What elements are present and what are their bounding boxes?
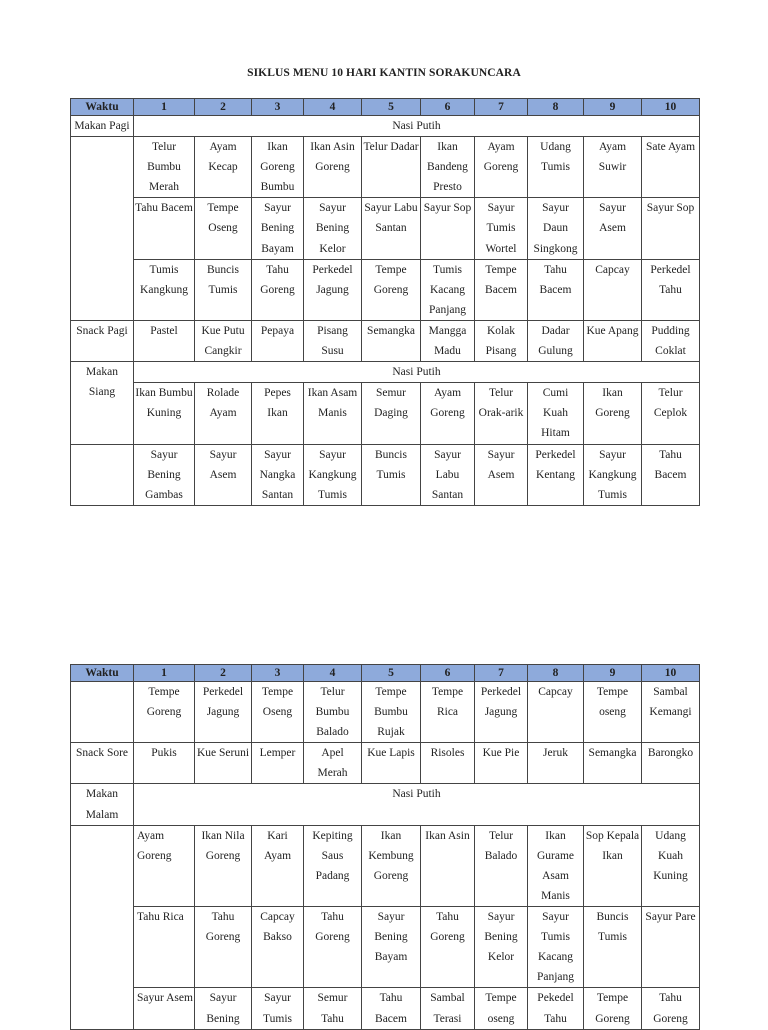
menu-cell: Sayur Tumis (252, 988, 304, 1029)
menu-cell: Sayur Pare (642, 907, 700, 988)
menu-cell: Tahu Rica (134, 907, 195, 988)
menu-cell: Pekedel Tahu (528, 988, 584, 1029)
table-row (71, 444, 700, 505)
menu-cell: Tempe Oseng (252, 682, 304, 743)
menu-cell: Sayur Bening Bayam (252, 198, 304, 259)
menu-cell: Tempe Goreng (134, 682, 195, 743)
menu-cell: Sate Ayam (642, 137, 700, 198)
menu-cell: Perkedel Jagung (304, 259, 362, 320)
menu-cell: Ikan Asin (421, 825, 475, 906)
menu-cell: Tahu Goreng (642, 988, 700, 1029)
menu-cell: Sayur Asem (134, 988, 195, 1029)
menu-cell: Sayur Labu Santan (362, 198, 421, 259)
menu-cell: Pastel (134, 320, 195, 361)
header-cell: 9 (584, 665, 642, 682)
header-cell: 8 (528, 665, 584, 682)
table-row (71, 383, 700, 444)
menu-cell: Ikan Goreng Bumbu (252, 137, 304, 198)
table-row (71, 825, 700, 906)
menu-cell: Pepaya (252, 320, 304, 361)
menu-cell: Sayur Asem (475, 444, 528, 505)
menu-cell: Sayur Bening (195, 988, 252, 1029)
meal-label-snack-pagi: Snack Pagi (71, 320, 134, 361)
menu-cell: Tahu Bacem (134, 198, 195, 259)
menu-cell: Sop Kepala Ikan (584, 825, 642, 906)
menu-cell: Tempe Goreng (362, 259, 421, 320)
menu-cell: Ikan Asin Goreng (304, 137, 362, 198)
menu-cell: Buncis Tumis (584, 907, 642, 988)
menu-cell: Ikan Nila Goreng (195, 825, 252, 906)
menu-cell: Telur Balado (475, 825, 528, 906)
table-row (71, 198, 700, 259)
menu-cell: Barongko (642, 743, 700, 784)
menu-cell: Tumis Kacang Panjang (421, 259, 475, 320)
menu-cell: Cumi Kuah Hitam (528, 383, 584, 444)
table-row (71, 116, 700, 137)
table-row (71, 784, 700, 825)
menu-cell: Kolak Pisang (475, 320, 528, 361)
menu-cell: Sayur Nangka Santan (252, 444, 304, 505)
menu-cell: Perkedel Kentang (528, 444, 584, 505)
empty-label-cell (71, 825, 134, 1029)
menu-cell: Ikan Asam Manis (304, 383, 362, 444)
menu-table-part-2 (70, 664, 700, 1030)
table-header-row (71, 665, 700, 682)
menu-cell: Capcay (584, 259, 642, 320)
table-row (71, 907, 700, 988)
meal-label-makan-siang: Makan Siang (71, 362, 134, 444)
menu-cell: Rolade Ayam (195, 383, 252, 444)
header-cell: 5 (362, 665, 421, 682)
menu-cell: Semur Tahu (304, 988, 362, 1029)
table-header-row (71, 99, 700, 116)
menu-cell: Capcay (528, 682, 584, 743)
menu-cell: Pudding Coklat (642, 320, 700, 361)
header-cell: 6 (421, 99, 475, 116)
menu-cell: Tahu Goreng (304, 907, 362, 988)
menu-cell: Tempe Rica (421, 682, 475, 743)
menu-cell: Perkedel Jagung (475, 682, 528, 743)
header-cell: 10 (642, 665, 700, 682)
menu-cell: Kue Putu Cangkir (195, 320, 252, 361)
menu-cell: Ikan Kembung Goreng (362, 825, 421, 906)
table-row (71, 362, 700, 383)
header-cell: 8 (528, 99, 584, 116)
table-row (71, 682, 700, 743)
menu-cell: Telur Bumbu Balado (304, 682, 362, 743)
header-cell: 5 (362, 99, 421, 116)
menu-cell: Sayur Sop (642, 198, 700, 259)
empty-label-cell (71, 682, 134, 743)
menu-cell: Tahu Bacem (642, 444, 700, 505)
menu-cell: Tumis Kangkung (134, 259, 195, 320)
menu-cell: Sayur Kangkung Tumis (304, 444, 362, 505)
menu-cell: Perkedel Tahu (642, 259, 700, 320)
menu-cell: Sayur Sop (421, 198, 475, 259)
menu-cell: Sayur Tumis Wortel (475, 198, 528, 259)
menu-table-part-1 (70, 98, 700, 506)
menu-cell: Ayam Goreng (421, 383, 475, 444)
menu-cell: Kue Seruni (195, 743, 252, 784)
menu-cell: Udang Kuah Kuning (642, 825, 700, 906)
menu-cell: Tahu Goreng (195, 907, 252, 988)
menu-cell: Tahu Bacem (528, 259, 584, 320)
menu-cell: Kari Ayam (252, 825, 304, 906)
menu-cell: Tempe Bumbu Rujak (362, 682, 421, 743)
meal-label-makan-pagi: Makan Pagi (71, 116, 134, 137)
menu-cell: Sayur Daun Singkong (528, 198, 584, 259)
menu-cell: Ayam Goreng (134, 825, 195, 906)
header-cell: 3 (252, 665, 304, 682)
menu-cell: Tempe Goreng (584, 988, 642, 1029)
menu-cell: Mangga Madu (421, 320, 475, 361)
table-row (71, 743, 700, 784)
header-cell: 1 (134, 665, 195, 682)
header-cell: 10 (642, 99, 700, 116)
menu-cell: Semur Daging (362, 383, 421, 444)
menu-cell: Udang Tumis (528, 137, 584, 198)
table-row (71, 137, 700, 198)
menu-cell: Ikan Goreng (584, 383, 642, 444)
header-cell: 1 (134, 99, 195, 116)
header-cell: 4 (304, 99, 362, 116)
menu-cell: Capcay Bakso (252, 907, 304, 988)
menu-cell: Sambal Terasi (421, 988, 475, 1029)
menu-cell: Kue Apang (584, 320, 642, 361)
staple-cell: Nasi Putih (134, 362, 700, 383)
menu-cell: Sayur Tumis Kacang Panjang (528, 907, 584, 988)
header-cell: Waktu (71, 665, 134, 682)
menu-cell: Tahu Bacem (362, 988, 421, 1029)
menu-cell: Sayur Bening Bayam (362, 907, 421, 988)
menu-cell: Sayur Bening Kelor (475, 907, 528, 988)
menu-cell: Telur Ceplok (642, 383, 700, 444)
menu-cell: Ikan Bandeng Presto (421, 137, 475, 198)
menu-cell: Perkedel Jagung (195, 682, 252, 743)
menu-cell: Buncis Tumis (195, 259, 252, 320)
menu-cell: Ikan Bumbu Kuning (134, 383, 195, 444)
menu-cell: Tahu Goreng (421, 907, 475, 988)
staple-cell: Nasi Putih (134, 116, 700, 137)
header-cell: Waktu (71, 99, 134, 116)
menu-cell: Risoles (421, 743, 475, 784)
menu-cell: Sayur Asem (584, 198, 642, 259)
menu-cell: Pepes Ikan (252, 383, 304, 444)
menu-cell: Ayam Kecap (195, 137, 252, 198)
page-title: SIKLUS MENU 10 HARI KANTIN SORAKUNCARA (247, 67, 521, 79)
menu-cell: Apel Merah (304, 743, 362, 784)
menu-cell: Sayur Bening Kelor (304, 198, 362, 259)
meal-label-makan-malam: Makan Malam (71, 784, 134, 825)
menu-cell: Ayam Suwir (584, 137, 642, 198)
menu-cell: Sayur Bening Gambas (134, 444, 195, 505)
header-cell: 6 (421, 665, 475, 682)
header-cell: 4 (304, 665, 362, 682)
menu-cell: Ayam Goreng (475, 137, 528, 198)
menu-cell: Telur Orak-arik (475, 383, 528, 444)
menu-cell: Sayur Asem (195, 444, 252, 505)
menu-cell: Kue Pie (475, 743, 528, 784)
staple-cell: Nasi Putih (134, 784, 700, 825)
menu-cell: Jeruk (528, 743, 584, 784)
menu-cell: Tempe Oseng (195, 198, 252, 259)
table-row (71, 320, 700, 361)
menu-cell: Semangka (362, 320, 421, 361)
menu-cell: Semangka (584, 743, 642, 784)
menu-cell: Kue Lapis (362, 743, 421, 784)
table-row (71, 988, 700, 1029)
header-cell: 2 (195, 99, 252, 116)
menu-cell: Telur Bumbu Merah (134, 137, 195, 198)
menu-cell: Tempe oseng (475, 988, 528, 1029)
empty-label-cell (71, 444, 134, 505)
meal-label-snack-sore: Snack Sore (71, 743, 134, 784)
empty-label-cell (71, 137, 134, 321)
menu-cell: Pukis (134, 743, 195, 784)
menu-cell: Sambal Kemangi (642, 682, 700, 743)
menu-cell: Sayur Labu Santan (421, 444, 475, 505)
menu-cell: Tahu Goreng (252, 259, 304, 320)
menu-cell: Telur Dadar (362, 137, 421, 198)
menu-cell: Pisang Susu (304, 320, 362, 361)
header-cell: 2 (195, 665, 252, 682)
menu-cell: Buncis Tumis (362, 444, 421, 505)
menu-cell: Tempe oseng (584, 682, 642, 743)
menu-cell: Dadar Gulung (528, 320, 584, 361)
menu-cell: Lemper (252, 743, 304, 784)
table-row (71, 259, 700, 320)
menu-cell: Kepiting Saus Padang (304, 825, 362, 906)
header-cell: 7 (475, 99, 528, 116)
menu-cell: Sayur Kangkung Tumis (584, 444, 642, 505)
header-cell: 7 (475, 665, 528, 682)
menu-cell: Tempe Bacem (475, 259, 528, 320)
menu-cell: Ikan Gurame Asam Manis (528, 825, 584, 906)
header-cell: 9 (584, 99, 642, 116)
header-cell: 3 (252, 99, 304, 116)
